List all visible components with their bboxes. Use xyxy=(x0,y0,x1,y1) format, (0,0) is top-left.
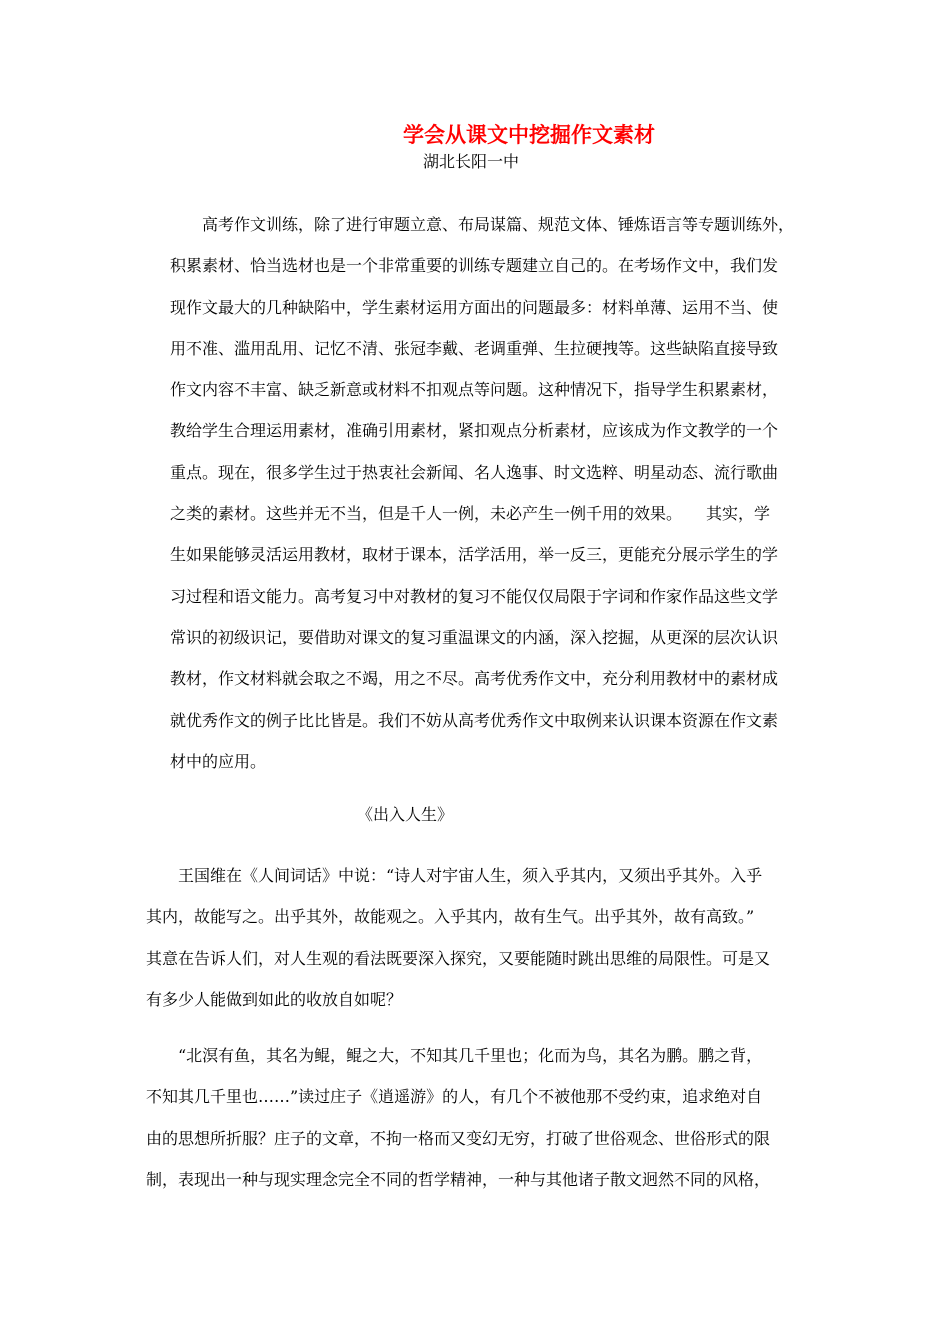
text-line: 制，表现出一种与现实理念完全不同的哲学精神，一种与其他诸子散文迥然不同的风格， xyxy=(146,1169,771,1189)
text-line: 王国维在《人间词话》中说：“诗人对宇宙人生，须入乎其内，又须出乎其外。入乎 xyxy=(146,866,763,885)
text-line: 生如果能够灵活运用教材，取材于课本，活学活用，举一反三，更能充分展示学生的学 xyxy=(170,545,779,565)
text-line: 就优秀作文的例子比比皆是。我们不妨从高考优秀作文中取例来认识课本资源在作文素 xyxy=(170,710,779,730)
text-line: 由的思想所折服？庄子的文章，不拘一格而又变幻无穷，打破了世俗观念、世俗形式的限 xyxy=(146,1128,771,1148)
text-line: “北溟有鱼，其名为鲲，鲲之大，不知其几千里也；化而为鸟，其名为鹏。鹏之背， xyxy=(146,1046,763,1065)
essay-title: 《出入人生》 xyxy=(357,805,454,824)
author-line: 湖北长阳一中 xyxy=(423,152,520,171)
text-line: 教材，作文材料就会取之不竭，用之不尽。高考优秀作文中，充分利用教材中的素材成 xyxy=(170,669,779,689)
text-line: 用不准、滥用乱用、记忆不清、张冠李戴、老调重弹、生拉硬拽等。这些缺陷直接导致 xyxy=(170,338,779,358)
text-line: 其意在告诉人们，对人生观的看法既要深入探究，又要能随时跳出思维的局限性。可是又 xyxy=(146,948,771,968)
essay-paragraph-1 xyxy=(146,855,810,1020)
text-line: 积累素材、恰当选材也是一个非常重要的训练专题建立自己的。在考场作文中，我们发 xyxy=(170,256,779,276)
document-title: 学会从课文中挖掘作文素材 xyxy=(403,122,655,147)
text-line: 重点。现在，很多学生过于热衷社会新闻、名人逸事、时文选粹、明星动态、流行歌曲 xyxy=(170,462,779,482)
text-line: 有多少人能做到如此的收放自如呢？ xyxy=(146,989,403,1009)
text-line: 常识的初级识记，要借助对课文的复习重温课文的内涵，深入挖掘，从更深的层次认识 xyxy=(170,627,779,647)
text-line: 之类的素材。这些并无不当，但是千人一例，未必产生一例千用的效果。 其实，学 xyxy=(170,504,771,524)
text-line: 高考作文训练，除了进行审题立意、布局谋篇、规范文体、锤炼语言等专题训练外， xyxy=(170,215,795,234)
text-line: 教给学生合理运用素材，准确引用素材，紧扣观点分析素材，应该成为作文教学的一个 xyxy=(170,421,779,441)
text-line: 作文内容不丰富、缺乏新意或材料不扣观点等问题。这种情况下，指导学生积累素材， xyxy=(170,380,779,400)
text-line: 材中的应用。 xyxy=(170,751,267,771)
text-line: 习过程和语文能力。高考复习中对教材的复习不能仅仅局限于字词和作家作品这些文学 xyxy=(170,586,779,606)
intro-paragraph xyxy=(170,204,810,782)
essay-paragraph-2 xyxy=(146,1035,810,1200)
text-line: 现作文最大的几种缺陷中，学生素材运用方面出的问题最多：材料单薄、运用不当、使 xyxy=(170,297,779,317)
text-line: 其内，故能写之。出乎其外，故能观之。入乎其内，故有生气。出乎其外，故有高致。” xyxy=(146,907,755,927)
text-line: 不知其几千里也……”读过庄子《逍遥游》的人，有几个不被他那不受约束，追求绝对自 xyxy=(146,1087,763,1107)
